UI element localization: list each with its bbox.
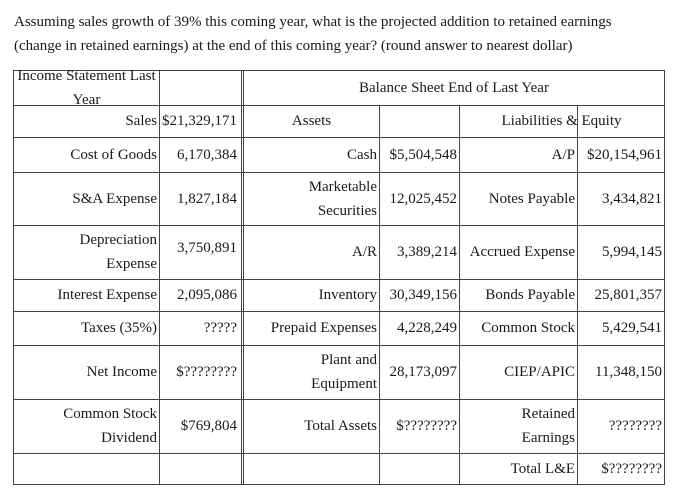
liab-value-ciep-apic: 11,348,150 [595, 364, 662, 380]
liab-label-ap: A/P [551, 146, 575, 163]
liab-value-total: $???????? [601, 460, 662, 477]
asset-label-plant [244, 345, 377, 399]
liab-value-notes-payable: 3,434,821 [602, 190, 662, 207]
income-label-depreciation-l1: Depreciation [79, 232, 157, 248]
income-value-cost-of-goods: 6,170,384 [177, 146, 237, 163]
asset-label-ar: A/R [351, 244, 377, 260]
income-statement-header: Income Statement Last Year [17, 68, 156, 108]
asset-label-cash: Cash [347, 146, 377, 163]
asset-value-total: $???????? [396, 418, 457, 434]
liab-value-common-stock: 5,429,541 [602, 320, 662, 336]
income-label-sa-expense: S&A Expense [72, 190, 157, 207]
assets-header: Assets [291, 113, 332, 129]
asset-value-ar: 3,389,214 [397, 244, 457, 260]
liab-label-total: Total L&E [510, 460, 575, 477]
income-value-sales: $21,329,171 [162, 113, 237, 129]
income-value-sa-expense: 1,827,184 [177, 190, 237, 207]
income-value-taxes: ????? [203, 320, 237, 336]
question-line-1: Assuming sales growth of 39% this coming year, what is the projected addition to retained earnings [14, 14, 612, 30]
liab-label-retained-earnings [459, 399, 575, 453]
asset-value-plant: 28,173,097 [389, 364, 457, 380]
asset-label-marketable-l2: Securities [317, 202, 377, 219]
liabilities-header: Liabilities & Equity [501, 113, 622, 129]
liab-label-retained-l2: Earnings [521, 430, 575, 446]
income-label-taxes: Taxes (35%) [80, 320, 157, 336]
asset-label-prepaid: Prepaid Expenses [270, 320, 377, 336]
asset-label-plant-l1: Plant and [320, 352, 377, 368]
liab-label-ciep-apic: CIEP/APIC [504, 364, 575, 380]
income-label-dividend-l2: Dividend [101, 430, 157, 446]
asset-label-marketable-securities [244, 172, 377, 225]
asset-label-inventory: Inventory [318, 287, 377, 303]
asset-value-inventory: 30,349,156 [389, 287, 457, 303]
asset-value-cash: $5,504,548 [389, 146, 457, 163]
income-value-depreciation: 3,750,891 [177, 239, 237, 256]
income-label-dividend [14, 399, 157, 453]
asset-label-total: Total Assets [304, 418, 377, 434]
income-label-dividend-l1: Common Stock [63, 406, 157, 422]
liab-label-retained-l1: Retained [521, 406, 575, 422]
liab-value-ap: $20,154,961 [587, 146, 662, 163]
question-text [14, 10, 676, 58]
income-value-interest: 2,095,086 [177, 287, 237, 303]
income-value-net-income: $???????? [176, 364, 237, 380]
income-label-depreciation [14, 225, 157, 279]
income-label-sales: Sales [125, 113, 157, 129]
asset-value-marketable-securities: 12,025,452 [389, 190, 457, 207]
financial-statements-table [13, 70, 665, 485]
liab-value-retained-earnings: ???????? [608, 418, 662, 434]
liab-label-notes-payable: Notes Payable [488, 190, 575, 207]
liab-label-bonds: Bonds Payable [485, 287, 575, 303]
liab-label-accrued: Accrued Expense [469, 244, 575, 260]
question-line-2: (change in retained earnings) at the end of this coming year? (round answer to nearest dollar) [14, 38, 573, 54]
asset-value-prepaid: 4,228,249 [397, 320, 457, 336]
income-label-interest: Interest Expense [57, 287, 157, 303]
liab-label-common-stock: Common Stock [481, 320, 575, 336]
liab-value-bonds: 25,801,357 [594, 287, 662, 303]
asset-label-marketable-l1: Marketable [308, 178, 377, 195]
income-value-dividend: $769,804 [180, 418, 237, 434]
asset-label-plant-l2: Equipment [311, 376, 377, 392]
income-label-depreciation-l2: Expense [106, 256, 157, 272]
income-label-net-income: Net Income [86, 364, 157, 380]
income-label-cost-of-goods: Cost of Goods [70, 146, 157, 163]
liab-value-accrued: 5,994,145 [602, 244, 662, 260]
balance-sheet-header: Balance Sheet End of Last Year [359, 80, 549, 96]
